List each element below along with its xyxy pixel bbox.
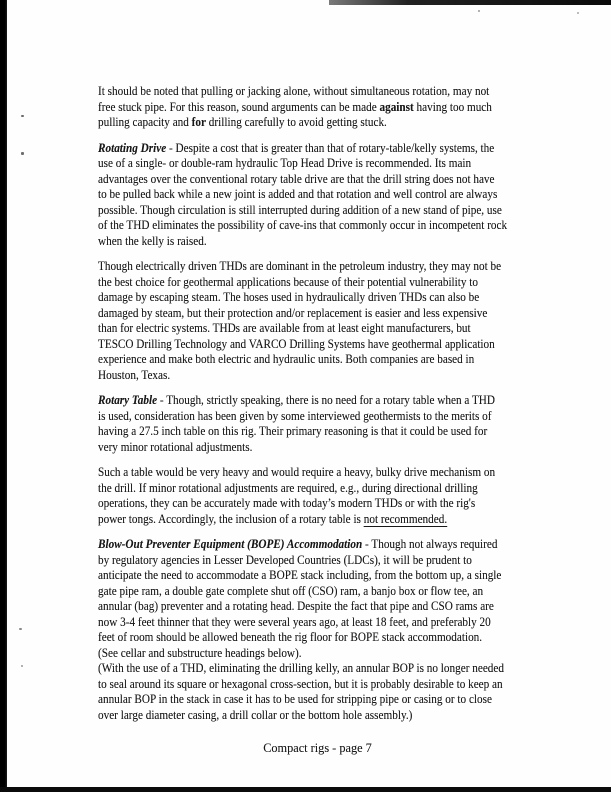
text-line [98,677,543,693]
text-run: annular BOP in the stack in case it has to be used for stripping pipe or casing or to close [98,692,492,706]
text-run: Blow-Out Preventer Equipment (BOPE) Accommodation [98,537,363,551]
text-line [98,440,543,456]
text-run: Rotary Table [98,393,158,407]
text-run: having too much [413,99,492,114]
scan-speck [21,152,24,155]
text-line [98,203,543,219]
text-run: (With the use of a THD, eliminating the drilling kelly, an annular BOP is no longer needed [98,661,504,675]
document-body [98,84,543,733]
text-run: experience and make both electric and hydraulic units. Both companies are based in [98,352,475,366]
text-run: damage by escaping steam. The hoses used in hydraulically driven THDs can also be [98,290,480,304]
text-line [98,409,543,425]
text-run: for [191,115,207,129]
text-line [98,141,543,157]
text-run: drilling carefully to avoid getting stuck. [206,115,387,129]
text-run: possible. Though circulation is still interrupted during addition of a new stand of pipe, use [98,202,502,217]
text-line [98,646,543,662]
text-line [98,496,543,512]
paragraph [98,465,543,527]
text-run: - Though, strictly speaking, there is no need for a rotary table when a THD [157,393,495,407]
text-run: It should be noted that pulling or jacking alone, without simultaneous rotation, may not [98,84,490,98]
text-run: very minor rotational adjustments. [98,439,253,454]
text-run: by regulatory agencies in Lesser Developed Countries (LDCs), it will be prudent to [98,552,472,567]
text-run: Houston, Texas. [98,367,171,382]
text-run: now 3-4 feet thinner that they were several years ago, at least 18 feet, and preferably 20 [98,614,491,629]
text-run: use of a single- or double-ram hydraulic Top Head Drive is recommended. Its main [98,156,472,170]
text-run: pulling capacity and [98,115,192,129]
text-line [98,465,543,481]
text-line [98,337,543,353]
text-run: annular (bag) preventer and a rotating head. Despite the fact that pipe and CSO rams are [98,599,494,613]
text-line [98,584,543,600]
scan-speck [577,12,579,14]
text-line [98,599,543,615]
text-run: - Despite a cost that is greater than that of rotary-table/kelly systems, the [166,140,495,155]
text-run: of the THD eliminates the possibility of cave-ins that commonly occur in incompetent rock [98,218,508,232]
text-line [98,630,543,646]
text-run: anticipate the need to accommodate a BOPE stack including, from the bottom up, a single [98,568,502,582]
text-line [98,172,543,188]
text-run: having a 27.5 inch table on this rig. Their primary reasoning is that it could be used for [98,424,488,438]
text-line [98,393,543,409]
text-run: (See cellar and substructure headings below). [98,645,302,660]
text-run: power tongs. Accordingly, the inclusion of a rotary table is [98,511,364,526]
text-line [98,615,543,631]
text-run: TESCO Drilling Technology and VARCO Drilling Systems have geothermal application [98,336,495,351]
text-run: operations, they can be accurately made with today’s modern THDs or with the rig's [98,496,476,510]
text-run: gate pipe ram, a double gate complete shut off (CSO) ram, a banjo box or flow tee, an [98,583,484,598]
text-line [98,692,543,708]
text-run: feet of room should be allowed beneath the rig floor for BOPE stack accommodation. [98,630,483,644]
text-line [98,537,543,553]
paragraph [98,537,543,661]
text-line [98,275,543,291]
scan-artifact-top-bar [329,0,611,5]
text-run: Such a table would be very heavy and would require a heavy, bulky drive mechanism on [98,465,496,479]
text-line [98,306,543,322]
paragraph [98,84,543,131]
text-line [98,234,543,250]
text-line [98,156,543,172]
text-run: advantages over the conventional rotary table drive are that the drill string does not have [98,171,495,186]
paragraph [98,661,543,723]
page-footer: Compact rigs - page 7 [263,741,372,755]
scan-artifact-bottom-bar [0,787,611,792]
paragraph [98,393,543,455]
text-run: than for electric systems. THDs are available from at least eight manufacturers, but [98,321,471,335]
scan-speck [21,115,24,117]
text-line [98,424,543,440]
scan-speck [19,628,22,630]
scan-artifact-left-bar [0,0,7,792]
text-run: the best choice for geothermal applications because of their potential vulnerability to [98,274,479,289]
text-run: over large diameter casing, a drill collar or the bottom hole assembly.) [98,707,413,722]
paragraph [98,141,543,250]
text-line [98,187,543,203]
text-line [98,553,543,569]
text-line [98,481,543,497]
text-run: to seal around its square or hexagonal cross-section, but it is probably desirable to keep an [98,676,503,691]
text-line [98,568,543,584]
text-line [98,218,543,234]
paragraph [98,259,543,383]
text-run: damaged by steam, but their protection and/or replacement is easier and less expensive [98,305,488,320]
scan-speck [478,10,480,12]
text-run: is used, consideration has been given by some interviewed geothermists to the merits of [98,408,492,423]
text-run: Rotating Drive [98,140,167,155]
text-run: to be pulled back while a new joint is added and that rotation and well control are always [98,187,498,201]
text-run: against [379,99,414,114]
text-line [98,708,543,724]
text-line [98,661,543,677]
text-line [98,290,543,306]
text-run: when the kelly is raised. [98,233,207,248]
text-run: the drill. If minor rotational adjustments are required, e.g., during directional drilling [98,480,478,495]
text-run: - Though not always required [362,537,498,551]
text-line [98,368,543,384]
text-run: not recommended. [363,511,448,526]
scan-speck [21,665,23,667]
text-run: Though electrically driven THDs are dominant in the petroleum industry, they may not be [98,259,502,273]
text-run: free stuck pipe. For this reason, sound arguments can be made [98,99,380,114]
text-line [98,84,543,100]
text-line [98,259,543,275]
text-line [98,115,543,131]
text-line [98,100,543,116]
text-line [98,321,543,337]
text-line [98,352,543,368]
text-line [98,512,543,528]
